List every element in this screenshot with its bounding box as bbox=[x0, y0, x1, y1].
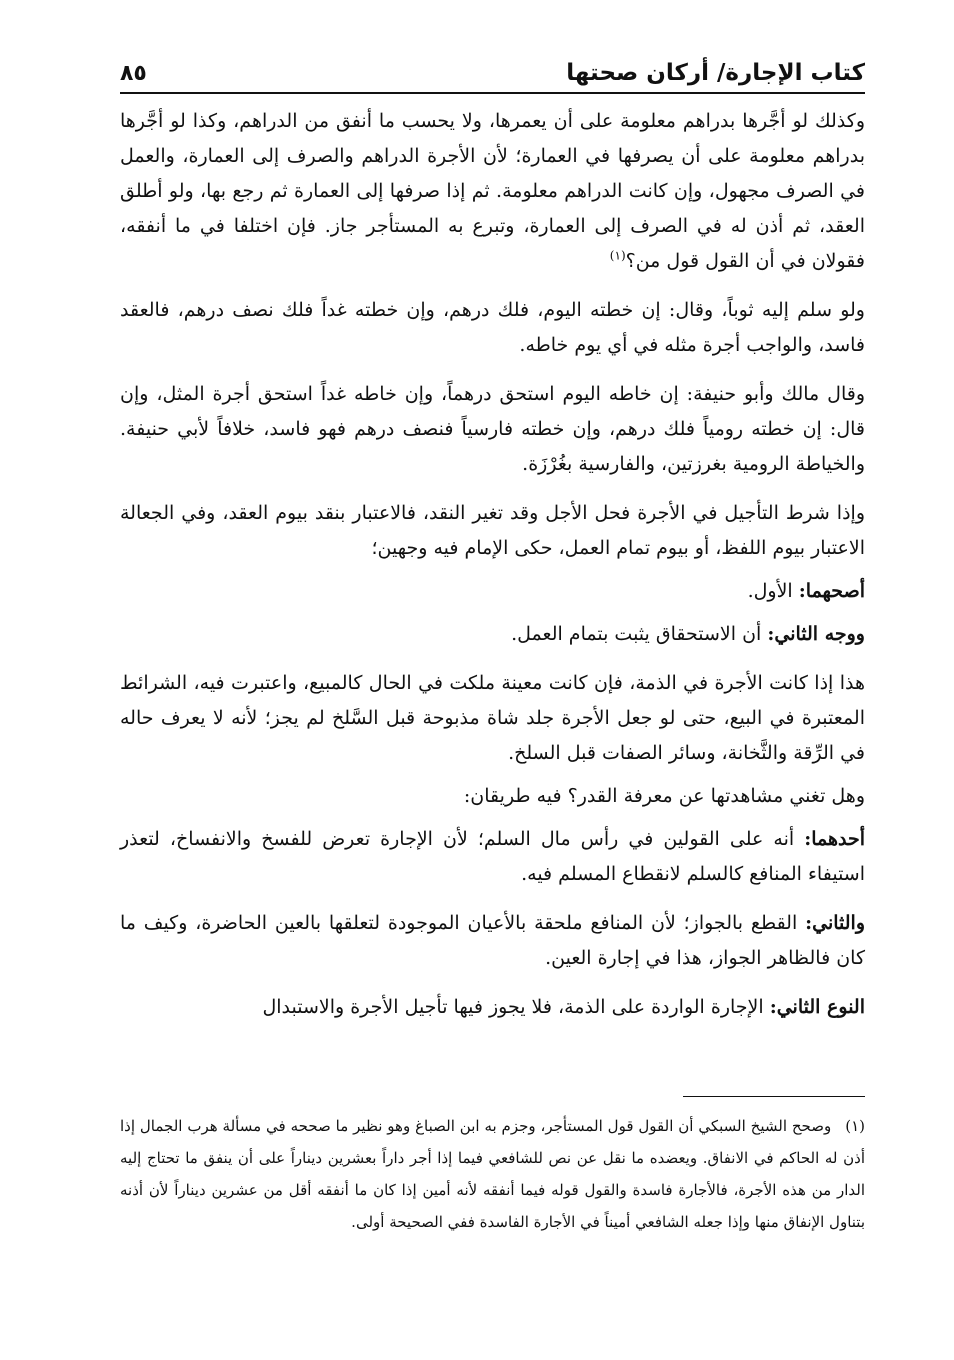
paragraph bbox=[120, 377, 865, 482]
paragraph bbox=[120, 666, 865, 771]
paragraph-text: أن الاستحقاق يثبت بتمام العمل. bbox=[511, 623, 762, 645]
paragraph-text: وإذا شرط التأجيل في الأجرة فحل الأجل وقد تغير النقد، فالاعتبار بنقد بيوم العقد، وفي الجعالة الاعتبار بيوم اللفظ، أو بيوم تمام العمل، حكى الإمام فيه وجهين؛ bbox=[120, 502, 865, 559]
paragraph bbox=[120, 496, 865, 566]
paragraph-text: الأول. bbox=[747, 580, 793, 602]
page-header bbox=[120, 48, 865, 94]
footnote-reference: (١) bbox=[609, 248, 626, 263]
footnote-marker: (١) bbox=[845, 1117, 865, 1135]
footnote-text: وصحح الشيخ السبكي أن القول قول المستأجر، وجزم به ابن الصباغ وهو نظير ما صححه في مسألة هرب الجمال إذا أذن له الحاكم في الانفاق. ويعضده ما نقل عن نص للشافعي فيما إذا أجر داراً بعشرين ديناراً على أن ينفق ما تحتاج إليه الدار من هذه الأجرة، فالأجارة فاسدة والقول قوله فيما أنفقه لأنه أمين إذا كان ما أنفقه أقل من عشرين ديناراً لأن أذنه بتناول الإنفاق منها وإذا جعله الشافعي أميناً في الأجارة الفاسدة ففي الصحيحة أولى. bbox=[120, 1117, 865, 1231]
paragraph bbox=[120, 822, 865, 892]
footnote-separator bbox=[683, 1096, 865, 1097]
paragraph-text: وهل تغني مشاهدتها عن معرفة القدر؟ فيه طريقان: bbox=[463, 785, 865, 807]
paragraph-text: وكذلك لو أجَّرها بدراهم معلومة على أن يعمرها، ولا يحسب ما أنفق من الدراهم، وكذا لو أجَّرها بدراهم معلومة على أن يصرفها في العمارة؛ لأن الأجرة الدراهم والصرف إلى العمارة، والعمل في الصرف مجهول، وإن كانت الدراهم معلومة. ثم إذا صرفها إلى العمارة ثم رجع بها، ولو أطلق العقد، ثم أذن له في الصرف إلى العمارة، وتبرع به المستأجر جاز. فإن اختلفا في ما أنفقه، فقولان في أن القول قول من؟ bbox=[120, 110, 865, 272]
paragraph bbox=[120, 906, 865, 976]
paragraph bbox=[120, 990, 865, 1025]
paragraph bbox=[120, 779, 865, 814]
paragraph-label: والثاني: bbox=[805, 912, 865, 934]
main-text bbox=[120, 104, 865, 1039]
paragraph-text: أنه على القولين في رأس مال السلم؛ لأن الإجارة تعرض للفسخ والانفساخ، لتعذر استيفاء المنافع كالسلم لانقطاع المسلم فيه. bbox=[120, 828, 865, 885]
running-title: كتاب الإجارة/ أركان صحتها bbox=[566, 60, 865, 86]
paragraph-label: أحدهما: bbox=[804, 828, 865, 850]
paragraph bbox=[120, 574, 865, 609]
paragraph-text: هذا إذا كانت الأجرة في الذمة، فإن كانت معينة ملكت في الحال كالمبيع، واعتبرت فيه، الشرائط المعتبرة في البيع، حتى لو جعل الأجرة جلد شاة مذبوحة قبل السَّلخ لم يجز؛ لأنه لا يعرف حاله في الرِّقة والثَّخانة، وسائر الصفات قبل السلخ. bbox=[120, 672, 865, 764]
paragraph-text: وقال مالك وأبو حنيفة: إن خاطه اليوم استحق درهماً، وإن خاطه غداً استحق أجرة المثل، وإن قال: إن خطته رومياً فلك درهم، وإن خطته فارسياً فنصف درهم فهو فاسد، خلافاً لأبي حنيفة. والخياطة الرومية بغرزتين، والفارسية بغُرْزَة. bbox=[120, 383, 865, 475]
page-number: ٨٥ bbox=[120, 61, 147, 86]
footnote bbox=[120, 1110, 865, 1238]
paragraph-text: الإجارة الواردة على الذمة، فلا يجوز فيها تأجيل الأجرة والاستبدال bbox=[262, 996, 764, 1018]
paragraph bbox=[120, 617, 865, 652]
paragraph bbox=[120, 104, 865, 279]
paragraph-label: ووجه الثاني: bbox=[767, 623, 865, 645]
paragraph-label: أصحهما: bbox=[798, 580, 865, 602]
paragraph-text: ولو سلم إليه ثوباً، وقال: إن خطته اليوم، فلك درهم، وإن خطته غداً فلك نصف درهم، فالعقد فاسد، والواجب أجرة مثله في أي يوم خاطه. bbox=[120, 299, 865, 356]
paragraph bbox=[120, 293, 865, 363]
paragraph-text: القطع بالجواز؛ لأن المنافع ملحقة بالأعيان الموجودة لتعلقها بالعين الحاضرة، وكيف ما كان فالظاهر الجواز، هذا في إجارة العين. bbox=[120, 912, 865, 969]
footnotes bbox=[120, 1110, 865, 1238]
paragraph-label: النوع الثاني: bbox=[769, 996, 865, 1018]
